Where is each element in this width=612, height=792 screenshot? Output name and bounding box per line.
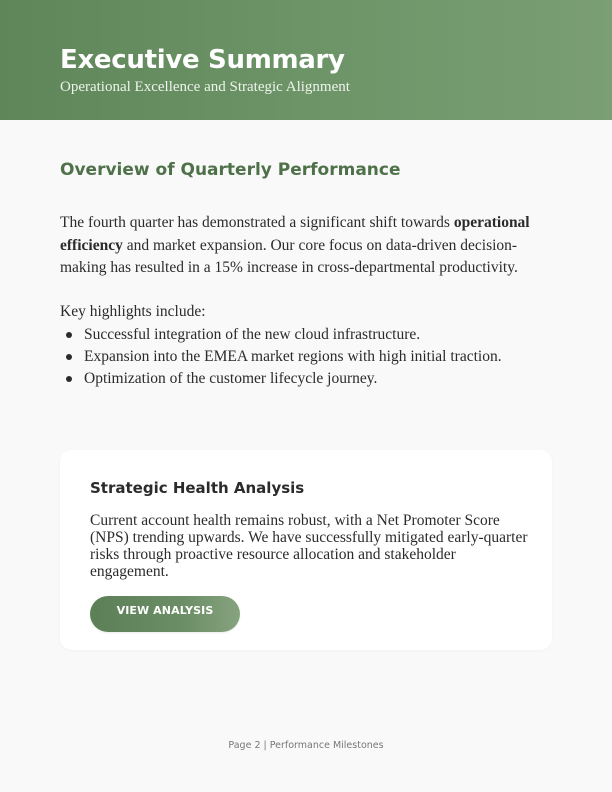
strategic-health-card [60,450,552,650]
card-title: Strategic Health Analysis [90,479,305,497]
intro-emphasis: operational efficiency [60,214,530,254]
intro-paragraph [60,212,540,280]
page-footer: Page 2 | Performance Milestones [228,740,384,751]
highlights-label: Key highlights include: [60,303,206,320]
list-item [60,346,560,368]
card-body: Current account health remains robust, with a Net Promoter Score (NPS) trending upwards. We have successfully mitigated early-quarter risks through proactive resource allocation and stakeholder engagement. [90,512,528,580]
bullet-icon [66,332,72,338]
list-item-text: Optimization of the customer lifecycle journey. [84,370,378,387]
bullet-icon [66,376,72,382]
list-item [60,324,560,346]
list-item-text: Expansion into the EMEA market regions with high initial traction. [84,348,502,365]
page-title: Executive Summary [60,45,345,75]
header-banner [0,0,612,120]
intro-text-start: The fourth quarter has demonstrated a significant shift towards [60,214,454,231]
highlights-list [60,324,560,390]
list-item-text: Successful integration of the new cloud infrastructure. [84,326,421,343]
list-item [60,368,560,390]
view-analysis-button[interactable]: VIEW ANALYSIS [90,596,240,632]
section-heading: Overview of Quarterly Performance [60,160,401,180]
page-subtitle: Operational Excellence and Strategic Alignment [60,79,350,95]
bullet-icon [66,354,72,360]
intro-text-end: and market expansion. Our core focus on data-driven decision-making has resulted in a 15% increase in cross-departmental productivity. [60,236,518,276]
